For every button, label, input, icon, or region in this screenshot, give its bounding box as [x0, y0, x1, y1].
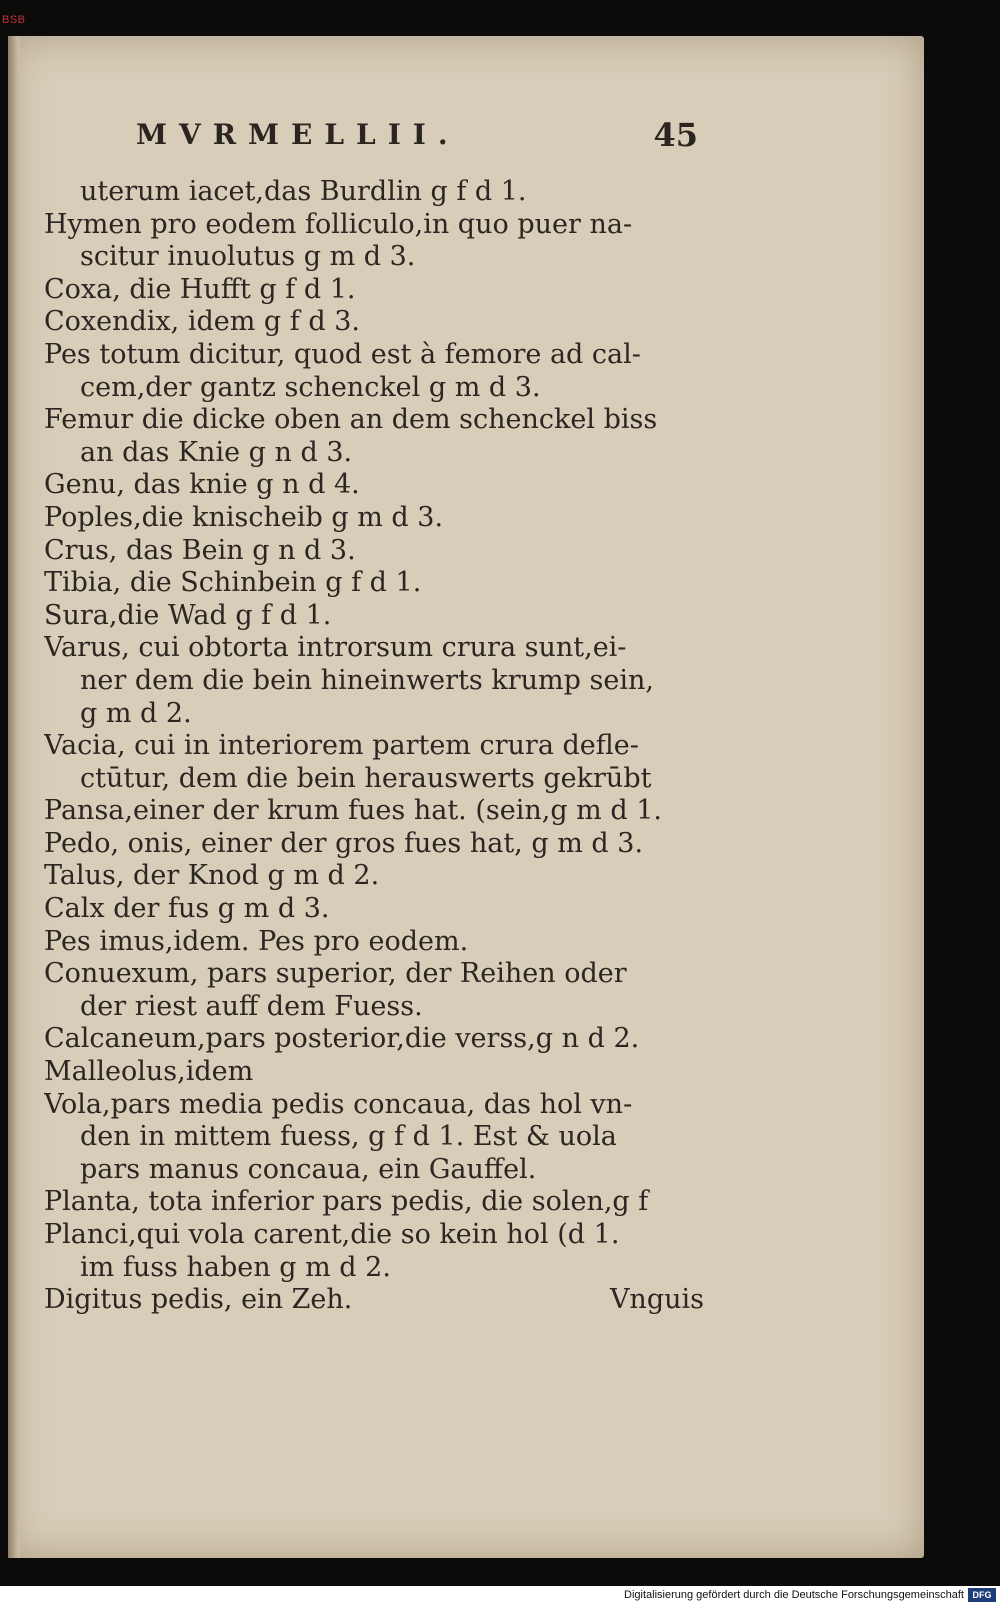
book-page	[8, 36, 924, 1558]
text-line: Planci,qui vola carent,die so kein hol (d 1.	[44, 1219, 620, 1250]
text-line: Pes imus,idem. Pes pro eodem.	[44, 925, 469, 957]
text-line: pars manus concaua, ein Gauffel.	[80, 1153, 537, 1185]
text-line: Calx der fus g m d 3.	[44, 893, 330, 925]
text-line: cem,der gantz schenckel g m d 3.	[80, 371, 541, 403]
text-line: Pansa,einer der krum fues hat. (sein,g m d 1.	[44, 795, 662, 827]
text-block	[44, 176, 704, 1317]
text-line: ner dem die bein hineinwerts krump sein,	[80, 664, 654, 696]
text-line: ctūtur, dem die bein herauswerts gekrūbt	[80, 762, 652, 794]
text-line: der riest auff dem Fuess.	[80, 990, 423, 1022]
running-head	[128, 114, 698, 158]
text-line: Hymen pro eodem folliculo,in quo puer na-	[44, 208, 633, 240]
text-line: Calcaneum,pars posterior,die verss,g n d 2.	[44, 1023, 640, 1055]
footer-bar	[0, 1586, 1000, 1606]
text-line: Tibia, die Schinbein g f d 1.	[44, 567, 422, 599]
text-line: im fuss haben g m d 2.	[80, 1251, 391, 1283]
page-number: 45	[653, 116, 698, 154]
text-line: uterum iacet,das Burdlin g f d 1.	[80, 176, 527, 207]
text-line: Varus, cui obtorta introrsum crura sunt,ei-	[44, 632, 627, 664]
text-line: Vola,pars media pedis concaua, das hol vn-	[44, 1088, 633, 1120]
text-line: Genu, das knie g n d 4.	[44, 469, 360, 501]
text-line: Pedo, onis, einer der gros fues hat, g m d 3.	[44, 827, 644, 859]
text-line: Sura,die Wad g f d 1.	[44, 599, 332, 631]
text-line: Coxa, die Hufft g f d 1.	[44, 273, 356, 305]
text-line: Malleolus,idem	[44, 1056, 254, 1088]
text-line: Planta, tota inferior pars pedis, die solen,g f	[44, 1186, 649, 1218]
dfg-logo: DFG	[968, 1588, 996, 1602]
text-line: an das Knie g n d 3.	[80, 436, 353, 468]
text-line: Crus, das Bein g n d 3.	[44, 534, 356, 566]
text-line: Conuexum, pars superior, der Reihen oder	[44, 958, 627, 990]
last-text-line	[44, 1284, 704, 1317]
text-line: g m d 2.	[80, 697, 192, 729]
text-line: Pes totum dicitur, quod est à femore ad cal-	[44, 338, 641, 370]
text-line: Talus, der Knod g m d 2.	[44, 860, 380, 892]
text-line: Poples,die knischeib g m d 3.	[44, 501, 444, 533]
text-line: den in mittem fuess, g f d 1. Est & uola	[80, 1121, 617, 1153]
running-head-title: MVRMELLII.	[136, 118, 460, 151]
page-binding-edge	[8, 36, 22, 1558]
text-line: Femur die dicke oben an dem schenckel biss	[44, 404, 658, 436]
catchword: Vnguis	[609, 1284, 704, 1316]
text-line: Vacia, cui in interiorem partem crura defle-	[44, 730, 639, 762]
library-mark: BSB	[2, 14, 26, 26]
footer-credit: Digitalisierung gefördert durch die Deutsche Forschungsgemeinschaft	[624, 1589, 964, 1601]
text-line: Coxendix, idem g f d 3.	[44, 306, 360, 338]
text-line: scitur inuolutus g m d 3.	[80, 241, 416, 273]
last-line-text: Digitus pedis, ein Zeh.	[44, 1284, 353, 1316]
